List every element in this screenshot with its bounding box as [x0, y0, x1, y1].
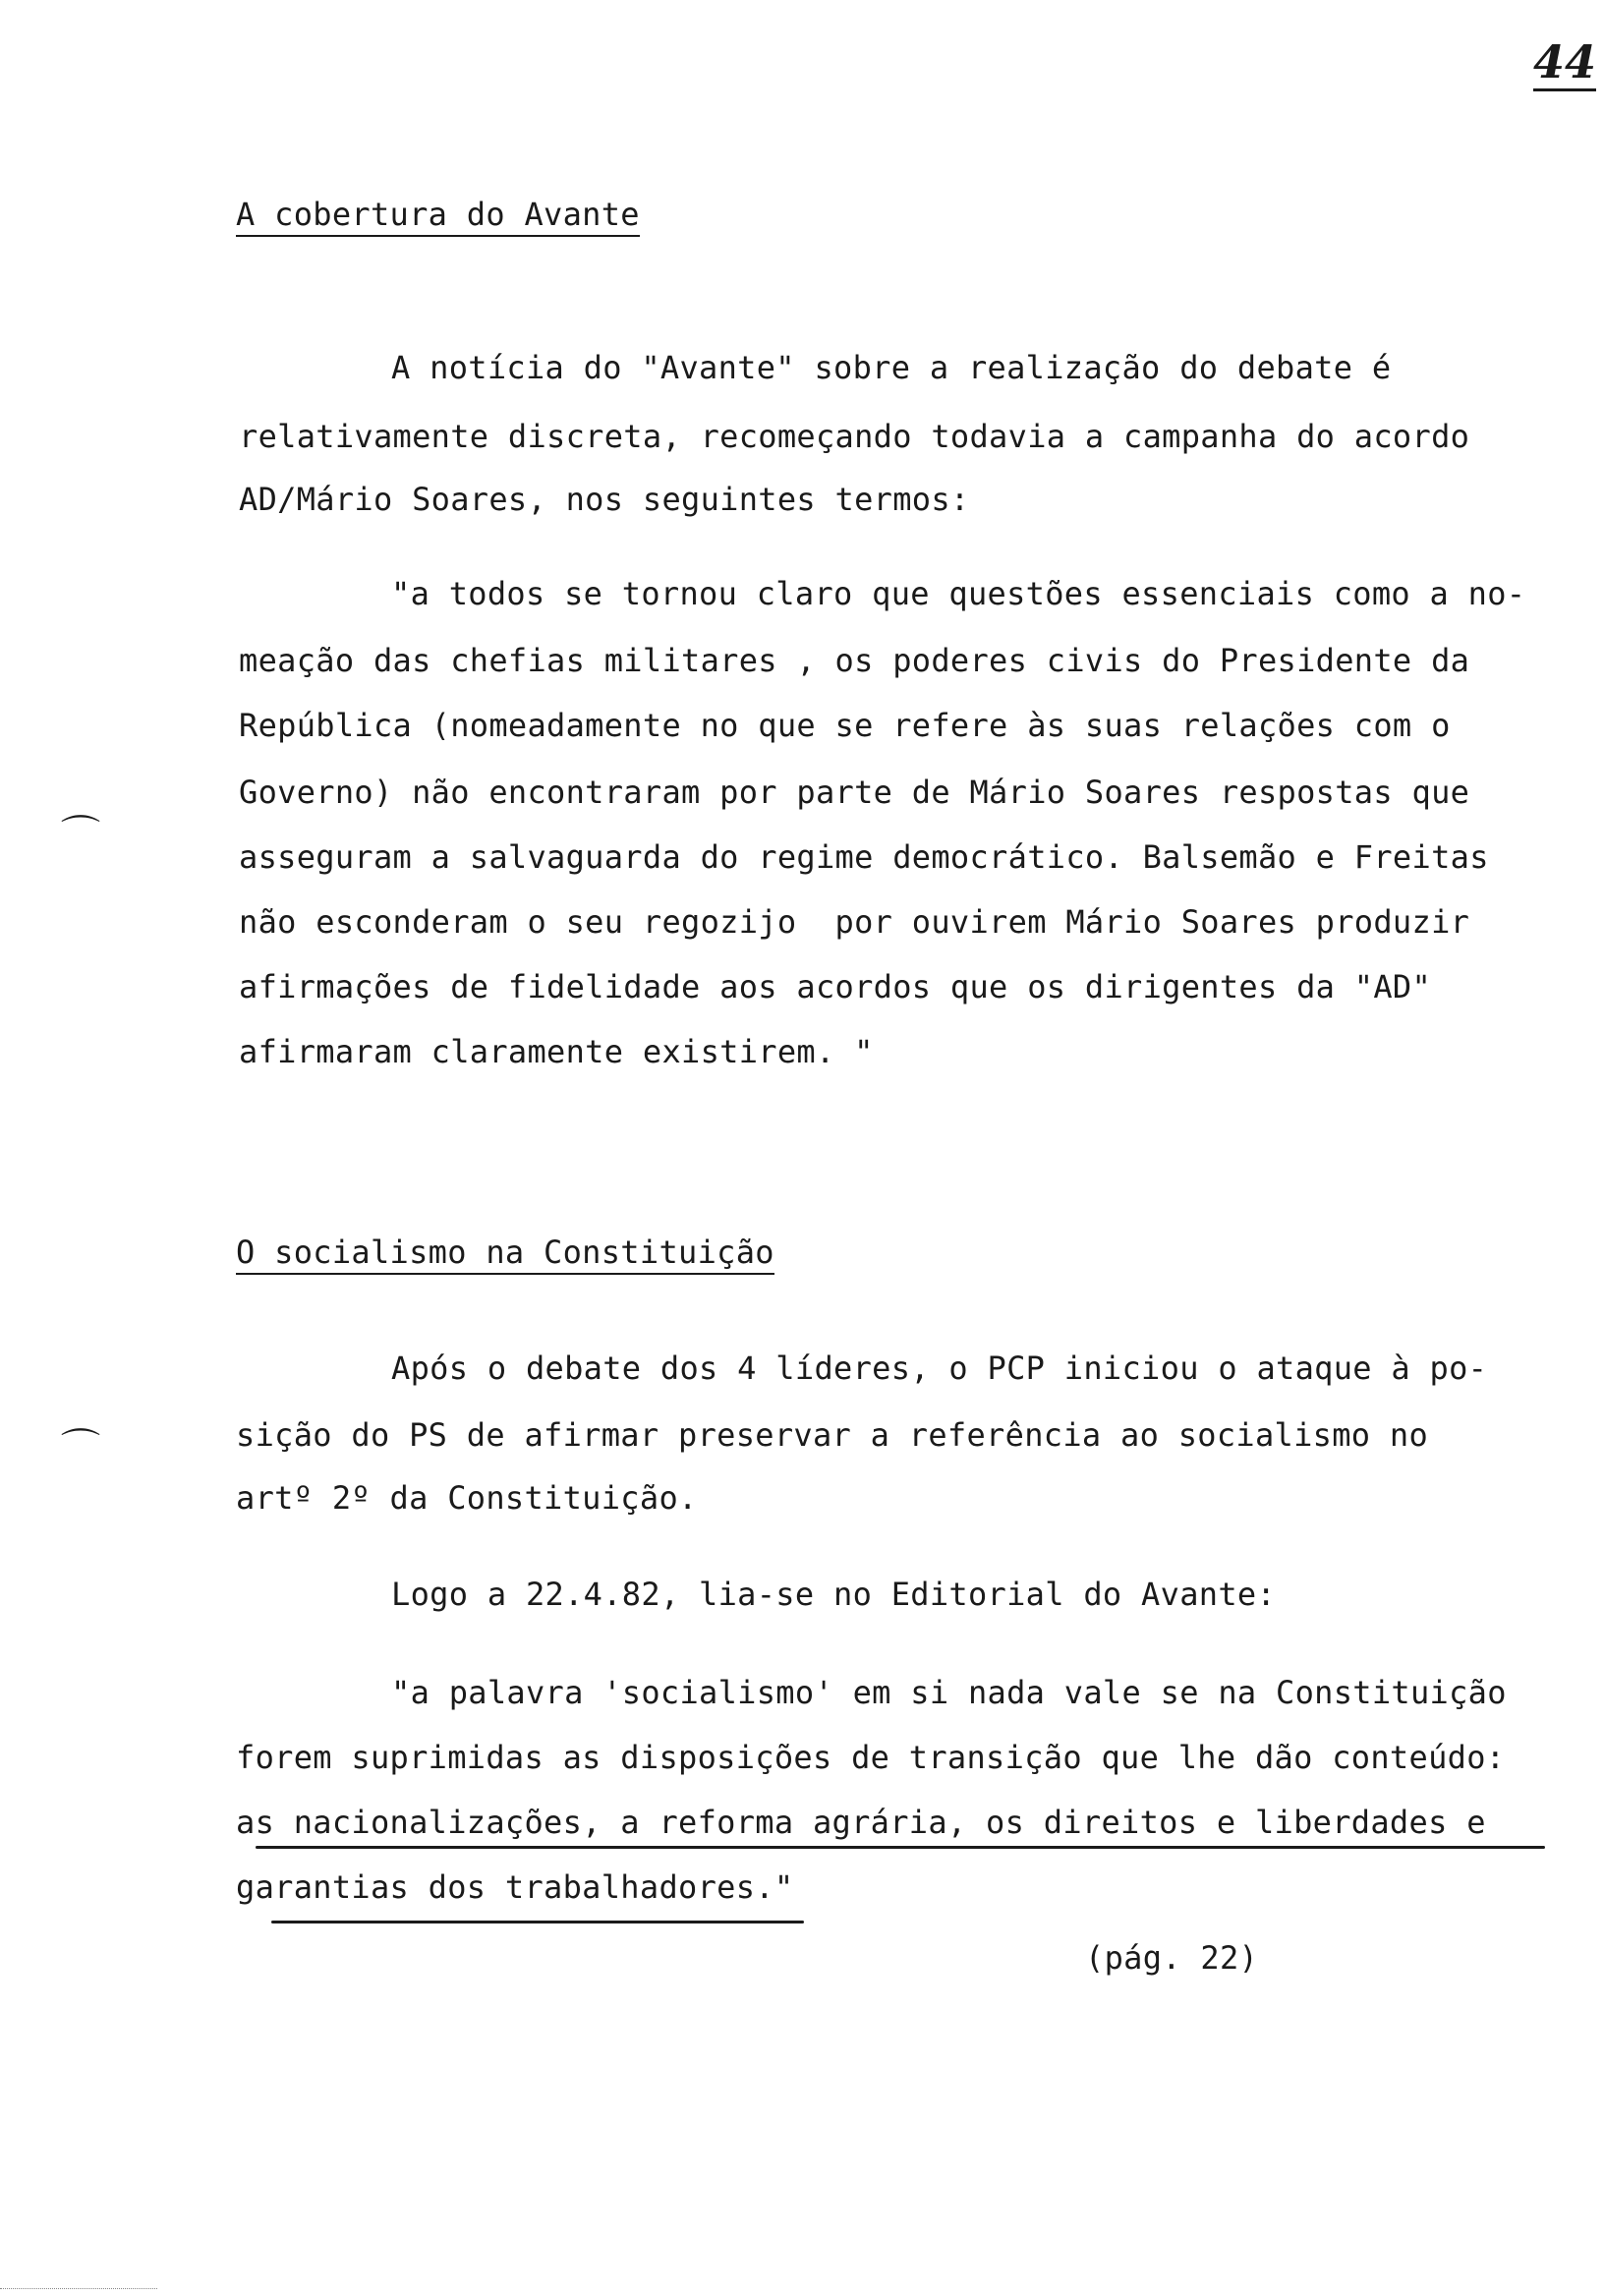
quote-line: meação das chefias militares , os poderes civis do Presidente da — [239, 642, 1470, 679]
handwritten-underline — [256, 1846, 1545, 1849]
paragraph-line: A notícia do "Avante" sobre a realização do debate é — [391, 349, 1392, 386]
citation: (pág. 22) — [1085, 1939, 1259, 1977]
section-heading — [236, 1233, 774, 1272]
quote-line: República (nomeadamente no que se refere às suas relações com o — [239, 707, 1451, 744]
quote-line: forem suprimidas as disposições de transição que lhe dão conteúdo: — [236, 1739, 1506, 1776]
handwritten-underline — [271, 1921, 804, 1923]
section-heading — [236, 195, 640, 234]
quote-line: não esconderam o seu regozijo por ouvirem Mário Soares produzir — [239, 903, 1470, 941]
page-number: 44 — [1533, 39, 1596, 91]
paragraph-line: sição do PS de afirmar preservar a referência ao socialismo no — [236, 1416, 1429, 1454]
paragraph-line: relativamente discreta, recomeçando todavia a campanha do acordo — [239, 418, 1470, 455]
section-heading-text: O socialismo na Constituição — [236, 1234, 774, 1275]
intro-line: Logo a 22.4.82, lia-se no Editorial do Avante: — [391, 1576, 1277, 1613]
quote-line: Governo) não encontraram por parte de Mário Soares respostas que — [239, 774, 1470, 811]
quote-line: asseguram a salvaguarda do regime democrático. Balsemão e Freitas — [239, 838, 1489, 876]
paragraph-line: Após o debate dos 4 líderes, o PCP iniciou o ataque à po- — [391, 1349, 1488, 1387]
scan-edge — [0, 2288, 157, 2289]
quote-line: "a todos se tornou claro que questões essenciais como a no- — [391, 575, 1526, 612]
quote-line: afirmações de fidelidade aos acordos que os dirigentes da "AD" — [239, 968, 1432, 1005]
paragraph-line: artº 2º da Constituição. — [236, 1479, 698, 1517]
quote-line: garantias dos trabalhadores." — [236, 1868, 794, 1906]
punch-hole-mark: ⌒ — [61, 813, 100, 858]
quote-line: as nacionalizações, a reforma agrária, os direitos e liberdades e — [236, 1804, 1486, 1841]
section-heading-text: A cobertura do Avante — [236, 196, 640, 237]
quote-line: "a palavra 'socialismo' em si nada vale se na Constituição — [391, 1674, 1507, 1711]
paragraph-line: AD/Mário Soares, nos seguintes termos: — [239, 481, 970, 518]
punch-hole-mark: ⌒ — [61, 1426, 100, 1471]
quote-line: afirmaram claramente existirem. " — [239, 1033, 874, 1070]
